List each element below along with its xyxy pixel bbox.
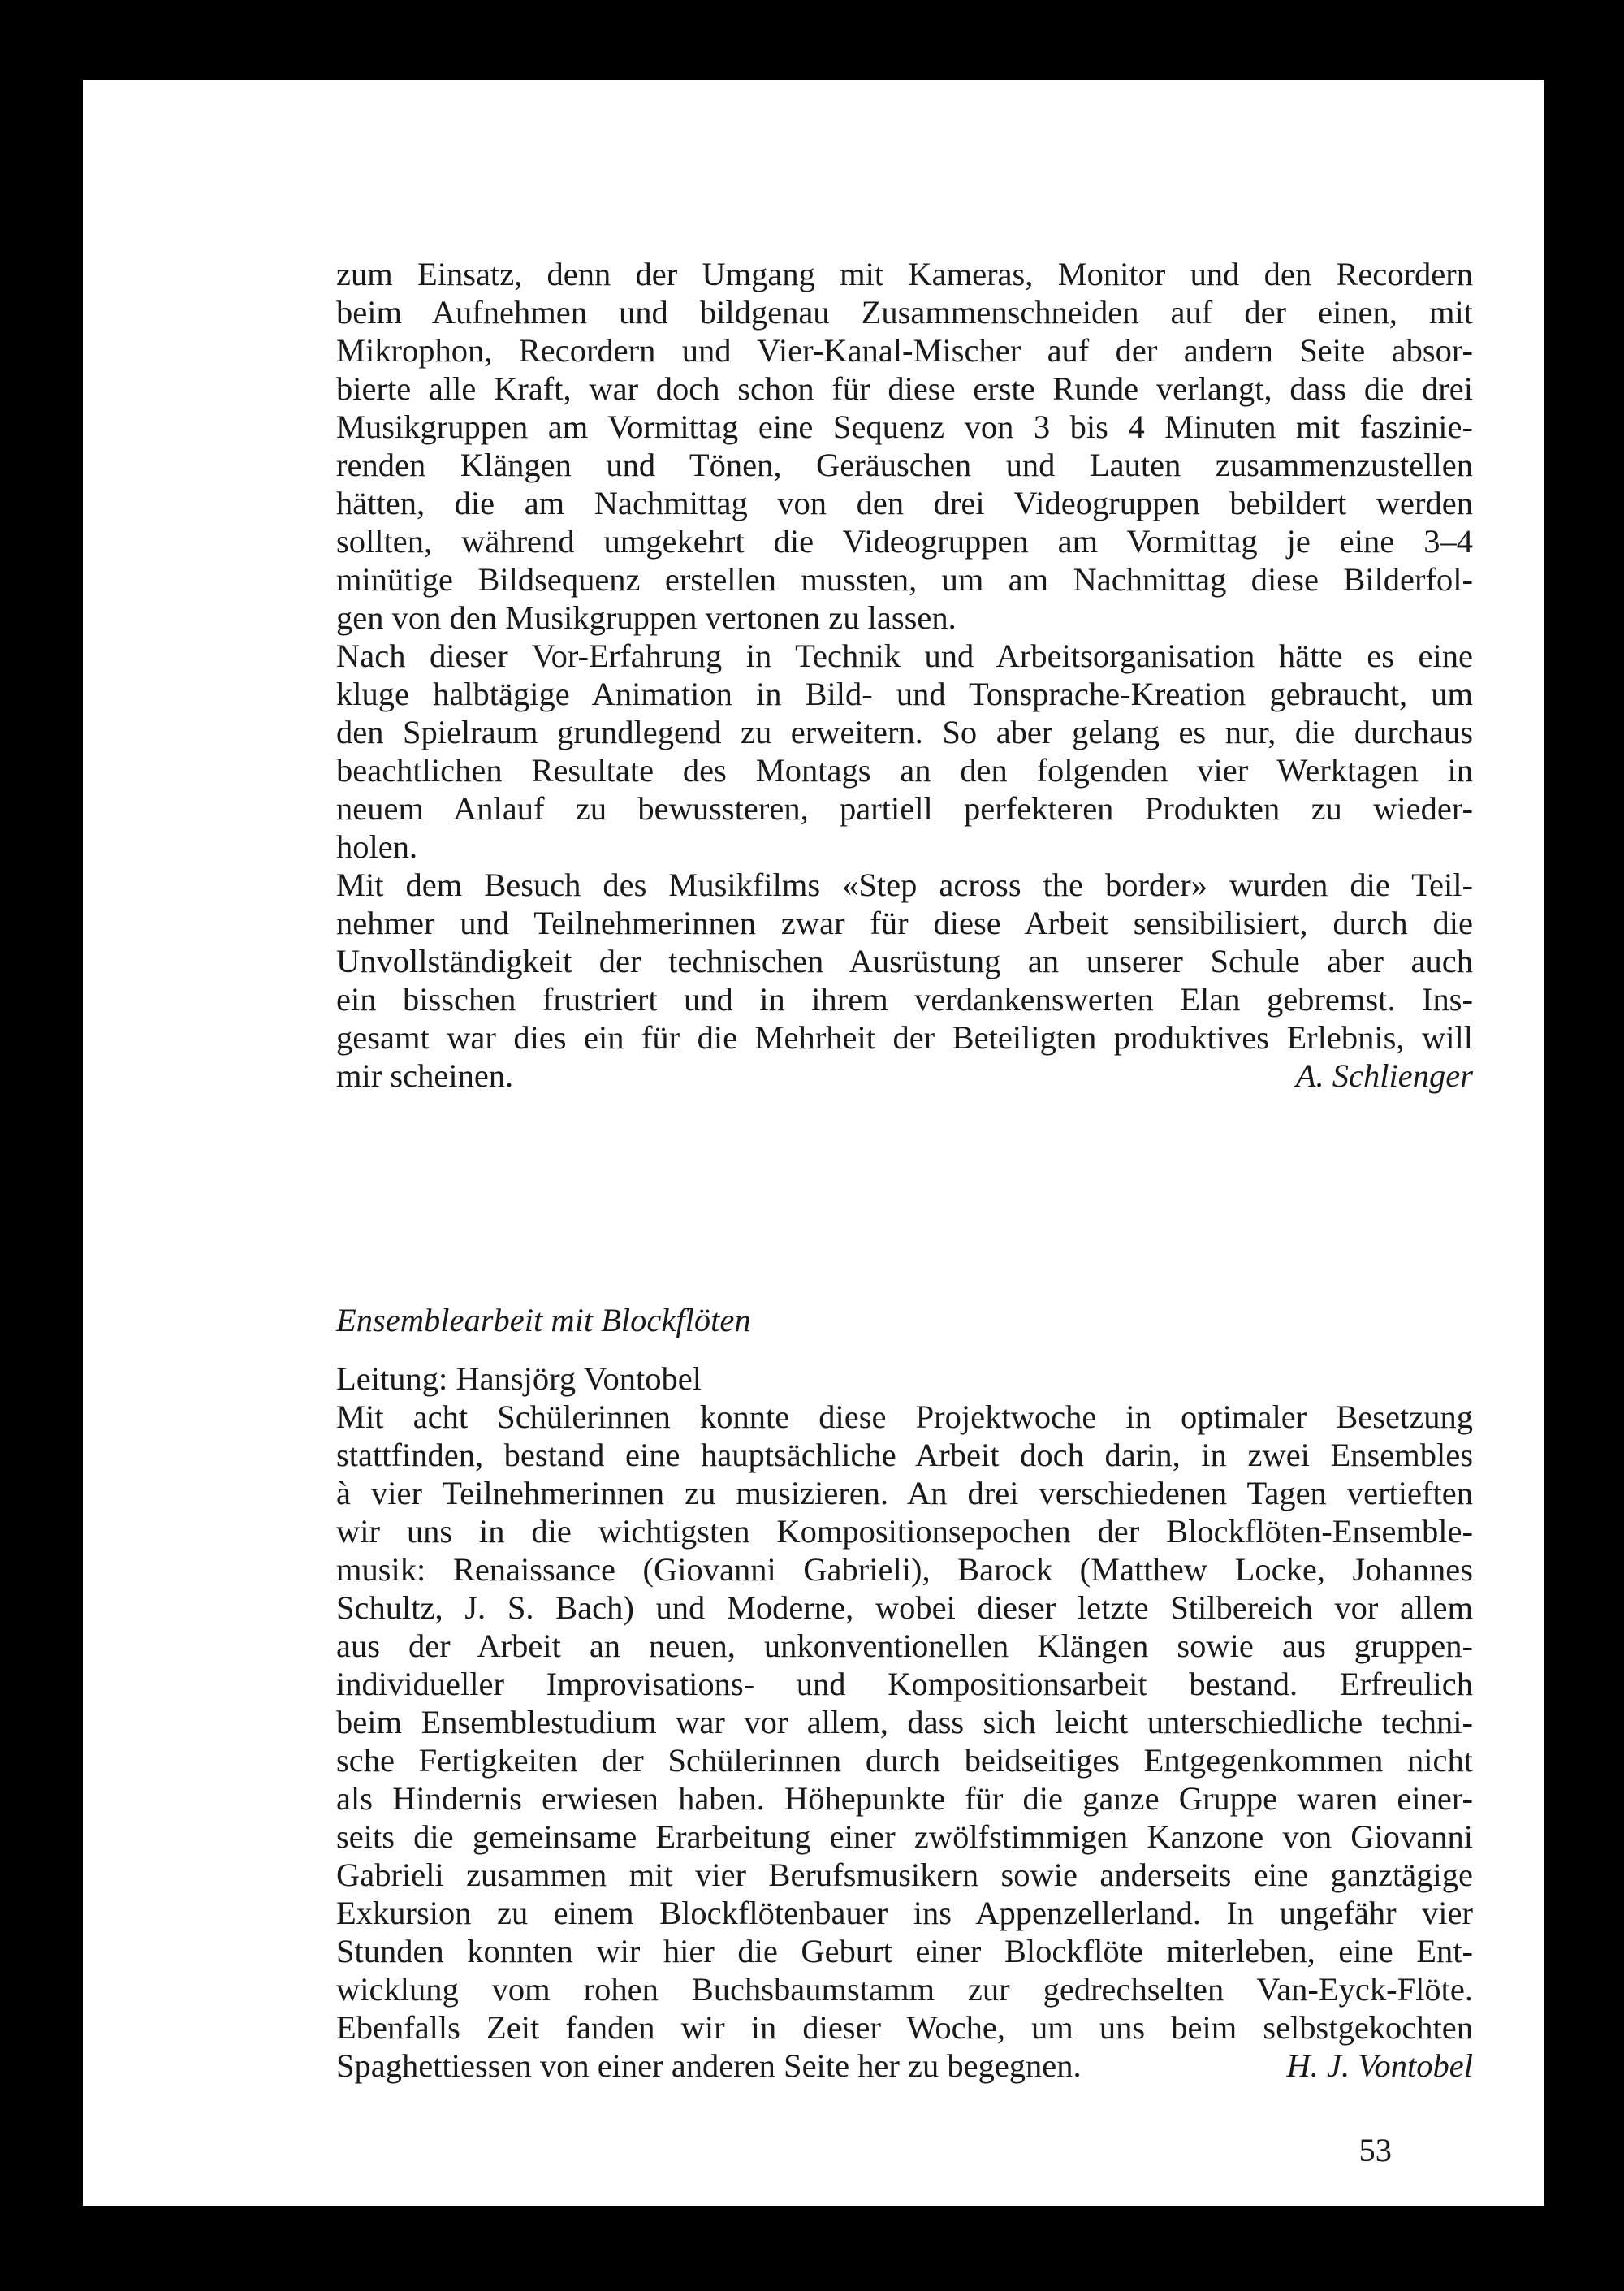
text-line: Leitung: Hansjörg Vontobel [336,1360,702,1397]
text-line: seits die gemeinsame Erarbeitung einer zwölfstimmigen Kanzone von Giovanni [336,1818,1473,1855]
text-line: gesamt war dies ein für die Mehrheit der Beteiligten produktives Erlebnis, will [336,1019,1473,1056]
text-line: wicklung vom rohen Buchsbaumstamm zur gedrechselten Van-Eyck-Flöte. [336,1971,1473,2008]
text-line: den Spielraum grundlegend zu erweitern. So aber gelang es nur, die durchaus [336,714,1473,750]
closing-line [336,1057,1473,1095]
text-line: hätten, die am Nachmittag von den drei Videogruppen bebildert werden [336,485,1473,521]
text-line: beim Ensemblestudium war vor allem, dass sich leicht unterschiedliche techni- [336,1704,1473,1740]
text-line: Musikgruppen am Vormittag eine Sequenz von 3 bis 4 Minuten mit faszinie- [336,408,1473,445]
text-line: beachtlichen Resultate des Montags an den folgenden vier Werktagen in [336,752,1473,789]
text-line: ein bisschen frustriert und in ihrem verdankenswerten Elan gebremst. Ins- [336,981,1473,1018]
text-line: Gabrieli zusammen mit vier Berufsmusikern sowie anderseits eine ganztägige [336,1857,1473,1893]
text-line: Spaghettiessen von einer anderen Seite her zu begegnen. [336,2047,1082,2084]
text-line: individueller Improvisations- und Kompositionsarbeit bestand. Erfreulich [336,1666,1473,1702]
text-line: gen von den Musikgruppen vertonen zu lassen. [336,599,957,636]
text-line: aus der Arbeit an neuen, unkonventionellen Klängen sowie aus gruppen- [336,1627,1473,1664]
section-heading: Ensemblearbeit mit Blockflöten [336,1302,751,1338]
text-line: zum Einsatz, denn der Umgang mit Kameras, Monitor und den Recordern [336,256,1473,292]
text-line: mir scheinen. [336,1057,514,1094]
text-line: Exkursion zu einem Blockflötenbauer ins Appenzellerland. In ungefähr vier [336,1895,1473,1931]
section-recorder-ensemble [336,1359,1473,2085]
text-line: holen. [336,828,418,865]
text-line: Mikrophon, Recordern und Vier-Kanal-Mischer auf der andern Seite absor- [336,332,1473,369]
text-line: minütige Bildsequenz erstellen mussten, um am Nachmittag diese Bilderfol- [336,561,1473,598]
text-line: Mit dem Besuch des Musikfilms «Step across the border» wurden die Teil- [336,867,1473,903]
text-line: Nach dieser Vor-Erfahrung in Technik und Arbeitsorganisation hätte es eine [336,638,1473,674]
section-report-video-music [336,255,1473,1095]
text-line: nehmer und Teilnehmerinnen zwar für diese Arbeit sensibilisiert, durch die [336,905,1473,941]
text-line: sche Fertigkeiten der Schülerinnen durch beidseitiges Entgegenkommen nicht [336,1742,1473,1779]
text-line: musik: Renaissance (Giovanni Gabrieli), Barock (Matthew Locke, Johannes [336,1551,1473,1588]
author-signature: A. Schlienger [1295,1057,1473,1094]
page-number: 53 [1358,2132,1392,2168]
closing-line [336,2047,1473,2085]
text-line: Mit acht Schülerinnen konnte diese Projektwoche in optimaler Besetzung [336,1398,1473,1435]
text-line: als Hindernis erwiesen haben. Höhepunkte für die ganze Gruppe waren einer- [336,1780,1473,1817]
text-line: wir uns in die wichtigsten Kompositionsepochen der Blockflöten-Ensemble- [336,1513,1473,1550]
text-line: neuem Anlauf zu bewussteren, partiell perfekteren Produkten zu wieder- [336,790,1473,827]
text-line: Unvollständigkeit der technischen Ausrüstung an unserer Schule aber auch [336,943,1473,979]
text-line: stattfinden, bestand eine hauptsächliche Arbeit doch darin, in zwei Ensembles [336,1437,1473,1473]
document-page [83,80,1544,2206]
text-line: Stunden konnten wir hier die Geburt einer Blockflöte miterleben, eine Ent- [336,1933,1473,1969]
text-line: kluge halbtägige Animation in Bild- und Tonsprache-Kreation gebraucht, um [336,676,1473,712]
text-line: Ebenfalls Zeit fanden wir in dieser Woche, um uns beim selbstgekochten [336,2009,1473,2046]
text-line: à vier Teilnehmerinnen zu musizieren. An drei verschiedenen Tagen vertieften [336,1475,1473,1511]
text-line: renden Klängen und Tönen, Geräuschen und Lauten zusammenzustellen [336,447,1473,483]
text-line: beim Aufnehmen und bildgenau Zusammenschneiden auf der einen, mit [336,294,1473,331]
text-line: bierte alle Kraft, war doch schon für diese erste Runde verlangt, dass die drei [336,370,1473,407]
text-line: sollten, während umgekehrt die Videogruppen am Vormittag je eine 3–4 [336,523,1473,560]
text-line: Schultz, J. S. Bach) und Moderne, wobei dieser letzte Stilbereich vor allem [336,1589,1473,1626]
author-signature: H. J. Vontobel [1286,2047,1473,2084]
